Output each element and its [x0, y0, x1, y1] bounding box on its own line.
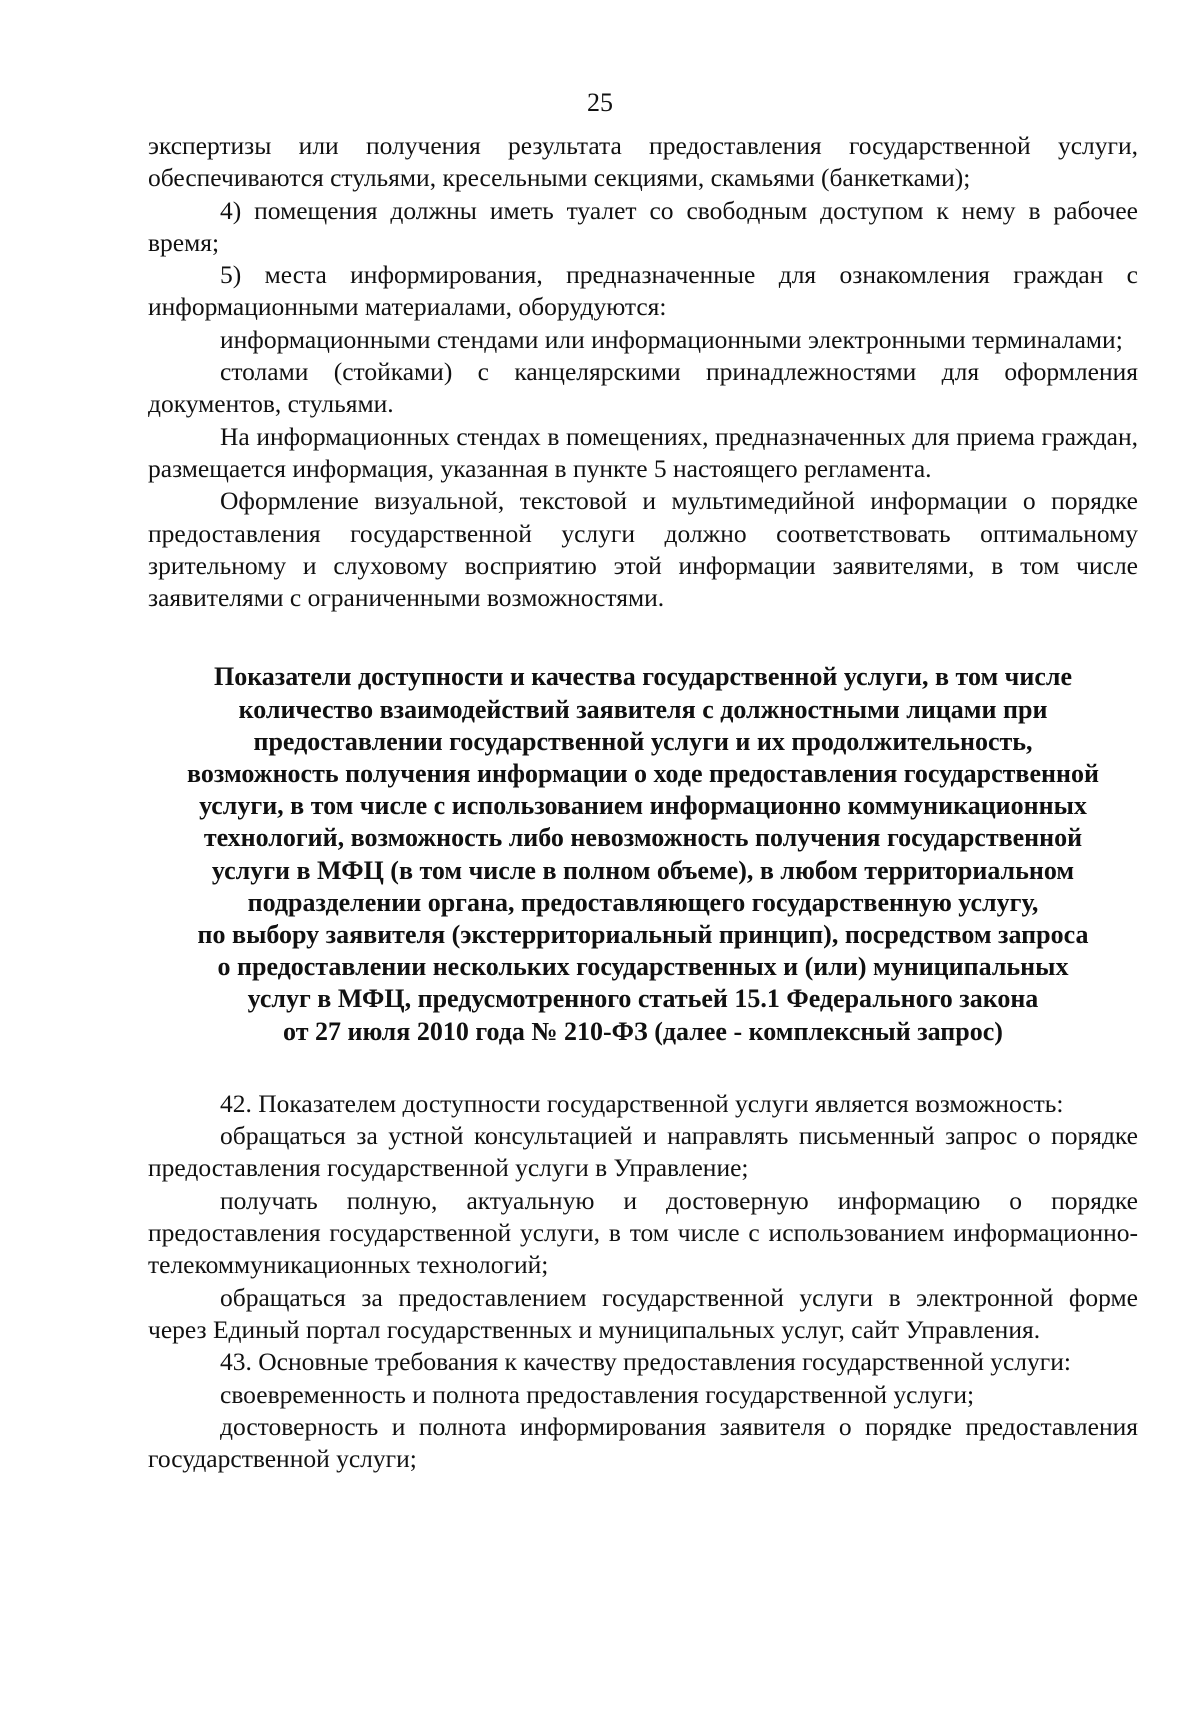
paragraph-tables: столами (стойками) с канцелярскими принадлежностями для оформления документов, стульями.: [148, 357, 1138, 419]
paragraph-consultation: обращаться за устной консультацией и направлять письменный запрос о порядке предоставления государственной услуги в Управление;: [148, 1121, 1138, 1183]
paragraph-design-info: Оформление визуальной, текстовой и мультимедийной информации о порядке предоставления государственной услуги должно соответствовать оптимальному зрительному и слуховому восприятию этой информации заявителями, в том числе заявителями с ограниченными возможностями.: [148, 486, 1138, 613]
paragraph-electronic-form: обращаться за предоставлением государственной услуги в электронной форме через Единый портал государственных и муниципальных услуг, сайт Управления.: [148, 1282, 1138, 1344]
heading-line: о предоставлении нескольких государственных и (или) муниципальных: [217, 952, 1069, 982]
paragraph-info-stands: информационными стендами или информационными электронными терминалами;: [220, 324, 1123, 354]
paragraph-continuation: экспертизы или получения результата предоставления государственной услуги, обеспечиваются стульями, кресельными секциями, скамьями (банкетками);: [148, 131, 1138, 193]
heading-line: предоставлении государственной услуги и их продолжительность,: [253, 726, 1033, 756]
paragraph-item-4: 4) помещения должны иметь туалет со свободным доступом к нему в рабочее время;: [148, 195, 1138, 257]
paragraph-info-placement: На информационных стендах в помещениях, предназначенных для приема граждан, размещается информация, указанная в пункте 5 настоящего регламента.: [148, 421, 1138, 483]
section-heading: [148, 661, 1138, 1047]
document-body: [148, 130, 1138, 1475]
heading-line: подразделении органа, предоставляющего государственную услугу,: [247, 887, 1039, 917]
heading-line: по выбору заявителя (экстерриториальный принцип), посредством запроса: [197, 920, 1089, 950]
paragraph-item-42: 42. Показателем доступности государственной услуги является возможность:: [220, 1088, 1064, 1118]
heading-line: Показатели доступности и качества государственной услуги, в том числе: [213, 662, 1072, 692]
heading-line: возможность получения информации о ходе предоставления государственной: [187, 759, 1099, 789]
page-number: 25: [587, 88, 613, 117]
heading-line: от 27 июля 2010 года № 210-ФЗ (далее - комплексный запрос): [283, 1016, 1003, 1046]
heading-line: услуги, в том числе с использованием информационно коммуникационных: [199, 791, 1087, 821]
heading-line: услуг в МФЦ, предусмотренного статьей 15.1 Федерального закона: [247, 984, 1039, 1014]
paragraph-item-43: 43. Основные требования к качеству предоставления государственной услуги:: [220, 1347, 1071, 1377]
heading-line: услуги в МФЦ (в том числе в полном объеме), в любом территориальном: [211, 855, 1075, 885]
paragraph-item-5: 5) места информирования, предназначенные для ознакомления граждан с информационными материалами, оборудуются:: [148, 260, 1138, 322]
paragraph-full-info: получать полную, актуальную и достоверную информацию о порядке предоставления государственной услуги, в том числе с использованием информационно-телекоммуникационных технологий;: [148, 1185, 1138, 1280]
heading-line: технологий, возможность либо невозможность получения государственной: [203, 823, 1083, 853]
paragraph-timeliness: своевременность и полнота предоставления государственной услуги;: [220, 1379, 975, 1409]
paragraph-reliability: достоверность и полнота информирования заявителя о порядке предоставления государственной услуги;: [148, 1411, 1138, 1474]
heading-line: количество взаимодействий заявителя с должностными лицами при: [238, 694, 1048, 724]
